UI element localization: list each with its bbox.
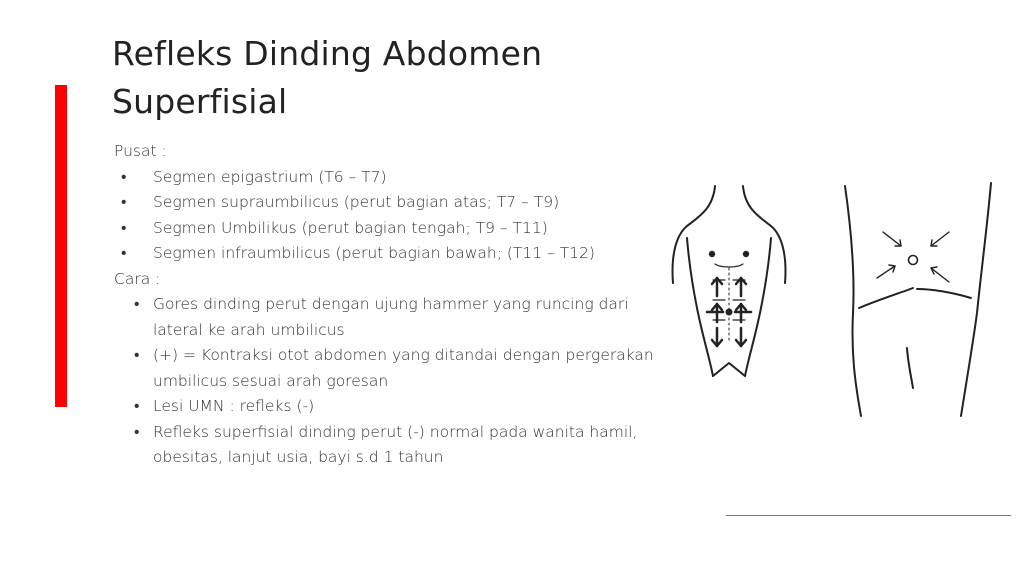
pusat-item: • Segmen supraumbilicus (perut bagian atas; T7 – T9) bbox=[114, 190, 654, 216]
abdomen-reflex-illustration bbox=[655, 178, 1005, 427]
cara-list bbox=[114, 292, 654, 471]
pusat-list bbox=[114, 165, 654, 267]
pusat-item: • Segmen Umbilikus (perut bagian tengah; T9 – T11) bbox=[114, 216, 654, 242]
pusat-item: • Segmen infraumbilicus (perut bagian bawah; (T11 – T12) bbox=[114, 241, 654, 267]
umbilicus-movement-diagram bbox=[845, 183, 991, 416]
torso-stroke-diagram bbox=[673, 186, 786, 376]
accent-bar bbox=[55, 85, 67, 407]
cara-item: • Lesi UMN : refleks (-) bbox=[114, 394, 654, 420]
title-line-2: Superfisial bbox=[112, 82, 288, 121]
cara-item: • (+) = Kontraksi otot abdomen yang ditandai dengan pergerakan umbilicus sesuai arah goresan bbox=[114, 343, 654, 394]
cara-item: • Gores dinding perut dengan ujung hammer yang runcing dari lateral ke arah umbilicus bbox=[114, 292, 654, 343]
cara-label: Cara : bbox=[114, 269, 161, 288]
pusat-label: Pusat : bbox=[114, 142, 167, 160]
pusat-item: • Segmen epigastrium (T6 – T7) bbox=[114, 165, 654, 191]
slide-title bbox=[112, 30, 542, 126]
cara-item: • Refleks superfisial dinding perut (-) normal pada wanita hamil, obesitas, lanjut usia, bayi s.d 1 tahun bbox=[114, 420, 654, 471]
title-line-1: Refleks Dinding Abdomen bbox=[112, 34, 543, 73]
footer-rule bbox=[726, 515, 1011, 516]
slide-body bbox=[114, 139, 654, 471]
